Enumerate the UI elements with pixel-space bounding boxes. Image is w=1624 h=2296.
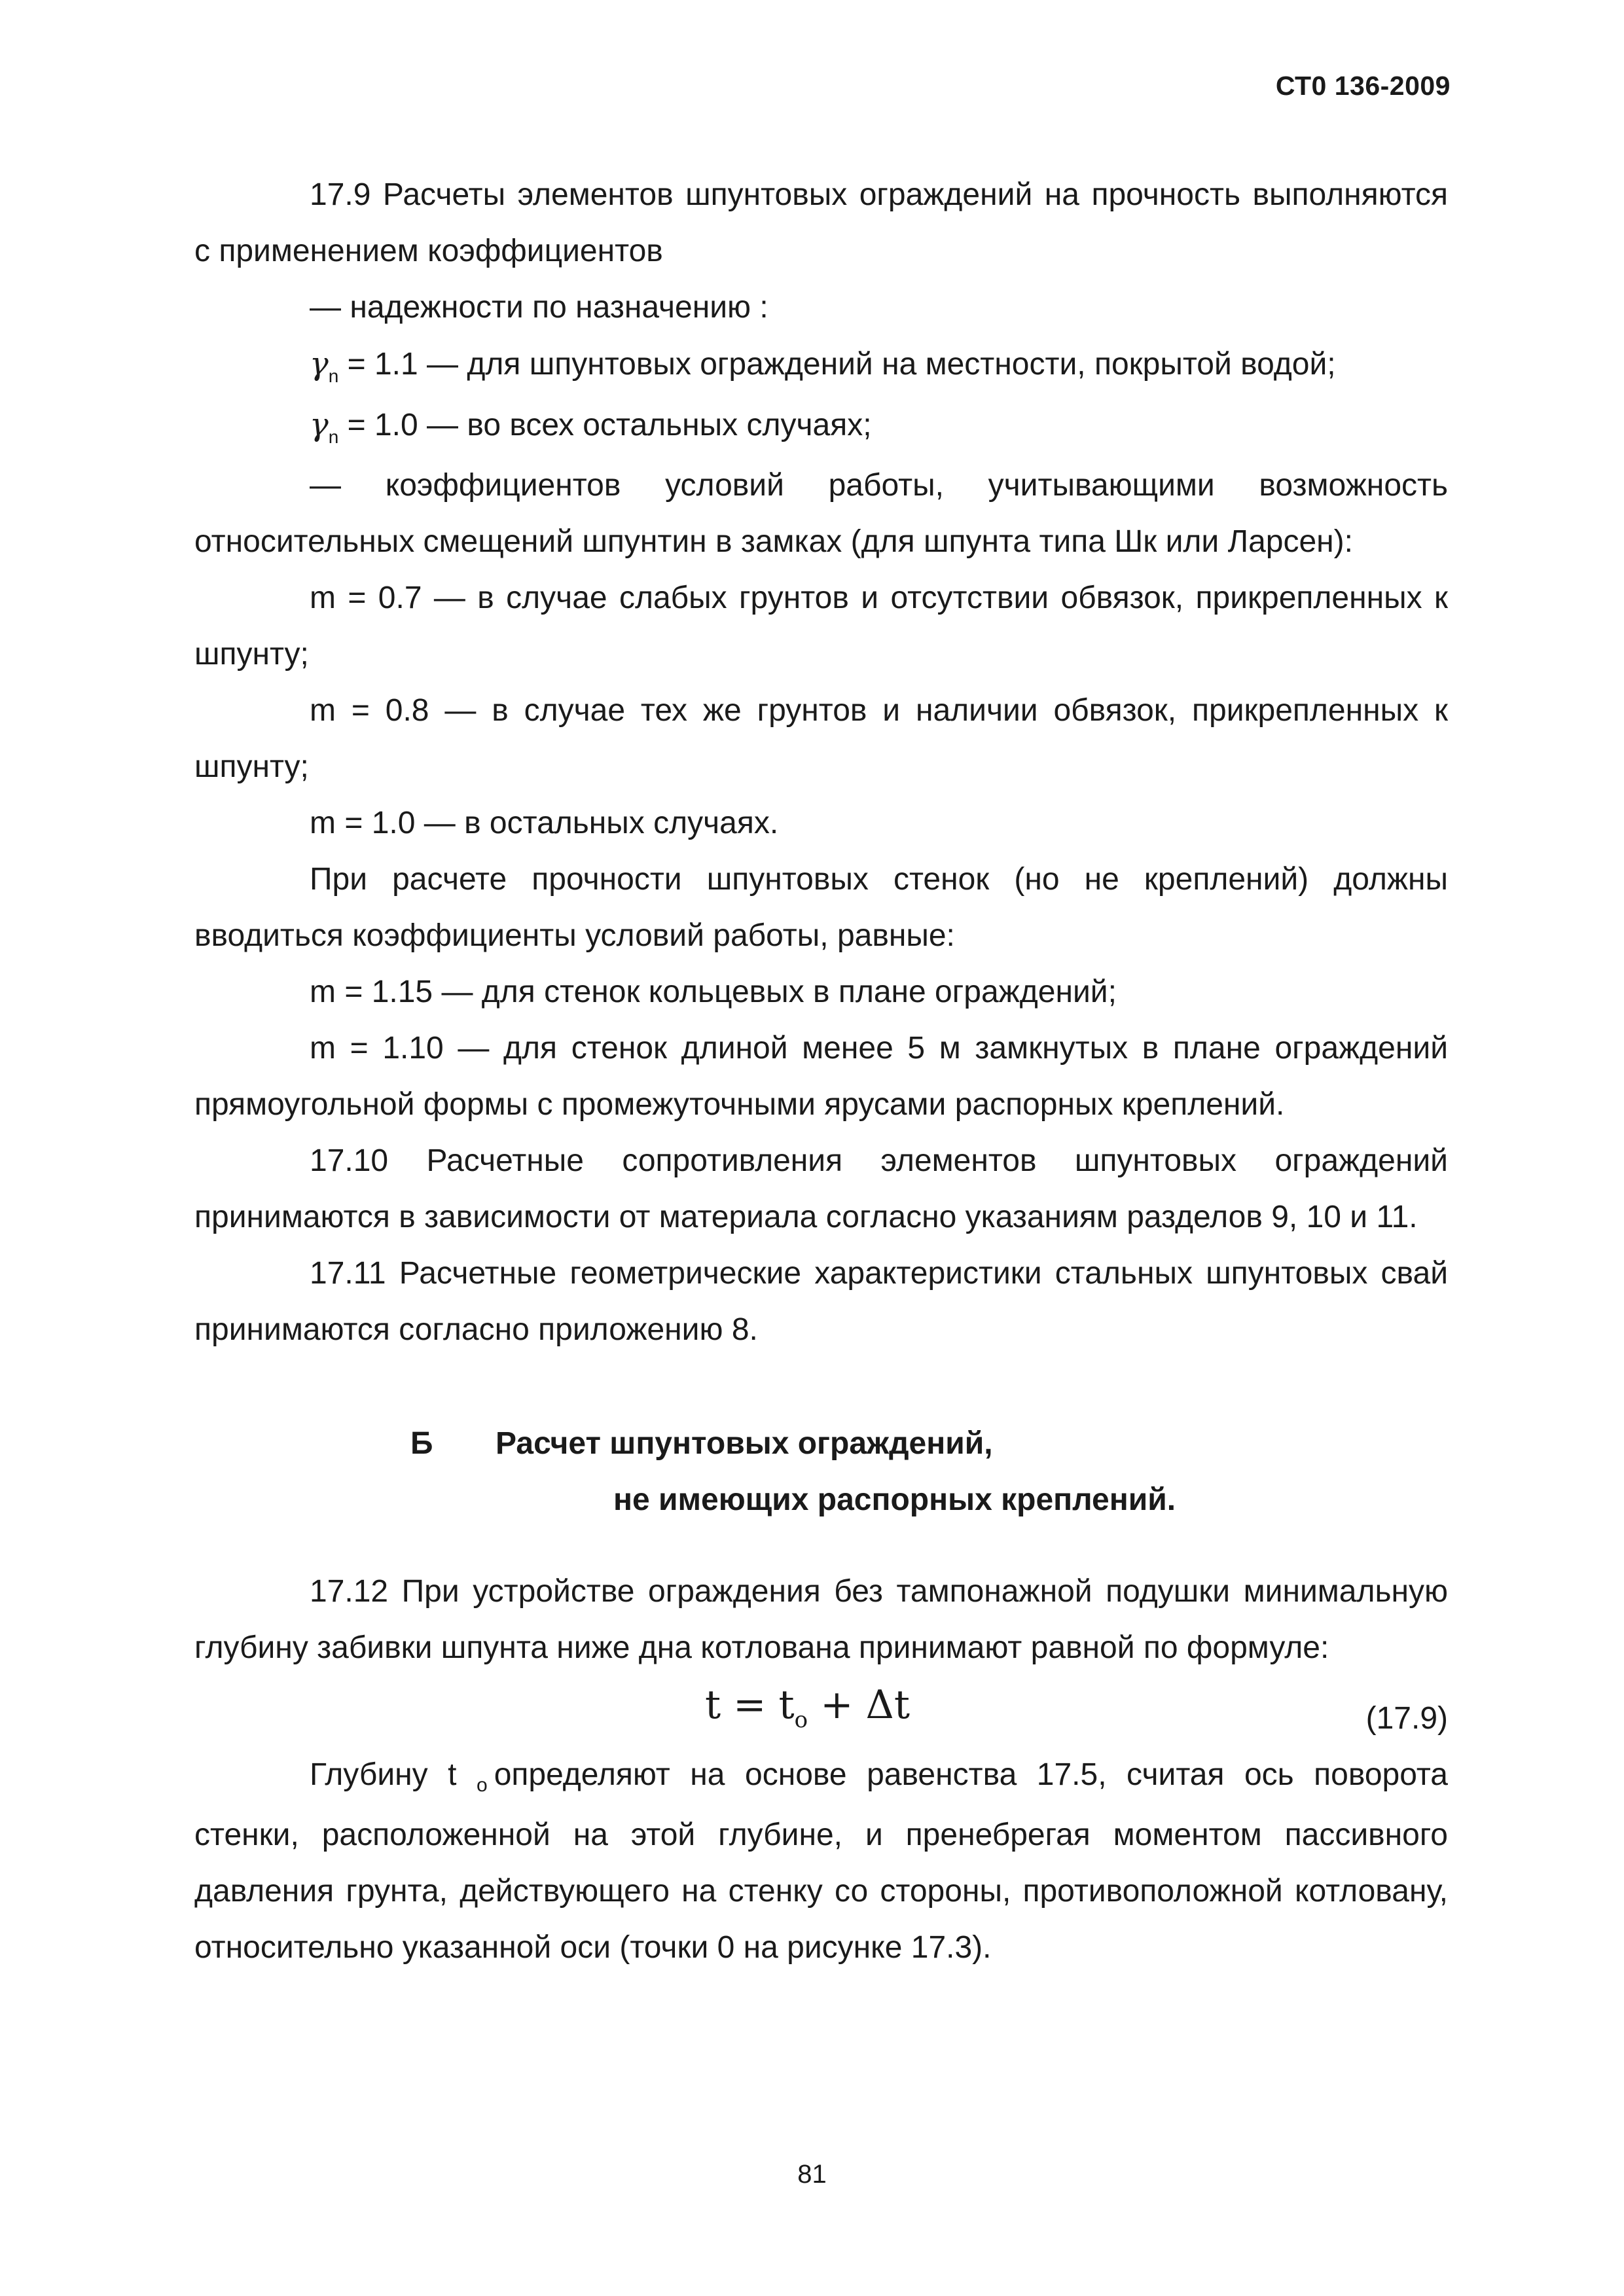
gamma-symbol: γ <box>310 346 329 382</box>
gamma-symbol: γ <box>310 406 329 443</box>
gamma-line-2 <box>194 397 1448 457</box>
page-content <box>194 167 1448 1976</box>
gamma-line-2-text: = 1.0 — во всех остальных случаях; <box>338 408 872 442</box>
paragraph-17-12: 17.12 При устройстве ограждения без тампонажной подушки минимальную глубину забивки шпунта ниже дна котлована принимают равной по формуле: <box>194 1574 1448 1665</box>
equation-17-9 <box>705 1679 910 1737</box>
paragraph-work-conditions: — коэффициентов условий работы, учитывающими возможность относительных смещений шпунтин в замках (для шпунта типа Шк или Ларсен): <box>194 468 1448 559</box>
section-title-line-1: Расчет шпунтовых ограждений, <box>496 1426 993 1461</box>
paragraph-17-10: 17.10 Расчетные сопротивления элементов шпунтовых ограждений принимаются в зависимости от материала согласно указаниям разделов 9, 10 и 11. <box>194 1143 1448 1234</box>
equation-number: (17.9) <box>1365 1701 1448 1736</box>
depth-text-rest: определяют на основе равенства 17.5, считая ось поворота стенки, расположенной на этой глубине, и пренебрегая моментом пассивного давления грунта, действующего на стенку со стороны, противоположной котловану, относительно указанной оси (точки 0 на рисунке 17.3). <box>194 1757 1448 1965</box>
paragraph-m-0-7: m = 0.7 — в случае слабых грунтов и отсутствии обвязок, прикрепленных к шпунту; <box>194 581 1448 672</box>
gamma-subscript: n <box>328 366 339 386</box>
depth-symbol-subscript: o <box>477 1774 488 1796</box>
paragraph-strength-calc: При расчете прочности шпунтовых стенок (но не креплений) должны вводиться коэффициенты условий работы, равные: <box>194 862 1448 953</box>
equation-row <box>194 1676 1448 1747</box>
equation-rhs: + Δt <box>808 1682 910 1728</box>
depth-symbol-t: t <box>448 1757 457 1792</box>
paragraph-m-0-8: m = 0.8 — в случае тех же грунтов и наличии обвязок, прикрепленных к шпунту; <box>194 693 1448 784</box>
section-letter: Б <box>410 1426 433 1461</box>
paragraph-depth-t0 <box>194 1747 1448 1976</box>
page-number: 81 <box>797 2160 827 2189</box>
gamma-line-1-text: = 1.1 — для шпунтовых ограждений на местности, покрытой водой; <box>338 347 1336 382</box>
section-heading <box>194 1416 1448 1528</box>
equation-subscript: o <box>794 1707 808 1733</box>
depth-text-start: Глубину <box>310 1757 448 1792</box>
list-item-reliability: — надежности по назначению : <box>310 290 768 325</box>
document-code: СТ0 136-2009 <box>1275 71 1451 101</box>
gamma-line-1 <box>194 336 1448 397</box>
paragraph-17-9: 17.9 Расчеты элементов шпунтовых ограждений на прочность выполняются с применением коэффициентов <box>194 177 1448 268</box>
paragraph-m-1-15: m = 1.15 — для стенок кольцевых в плане ограждений; <box>310 975 1117 1009</box>
paragraph-m-1-10: m = 1.10 — для стенок длиной менее 5 м замкнутых в плане ограждений прямоугольной формы с промежуточными ярусами распорных креплений. <box>194 1031 1448 1122</box>
gamma-subscript: n <box>328 427 339 447</box>
equation-lhs: t = t <box>705 1682 795 1728</box>
paragraph-17-11: 17.11 Расчетные геометрические характеристики стальных шпунтовых свай принимаются согласно приложению 8. <box>194 1256 1448 1347</box>
section-title-line-2: не имеющих распорных креплений. <box>613 1482 1176 1517</box>
paragraph-m-1-0: m = 1.0 — в остальных случаях. <box>310 806 779 840</box>
